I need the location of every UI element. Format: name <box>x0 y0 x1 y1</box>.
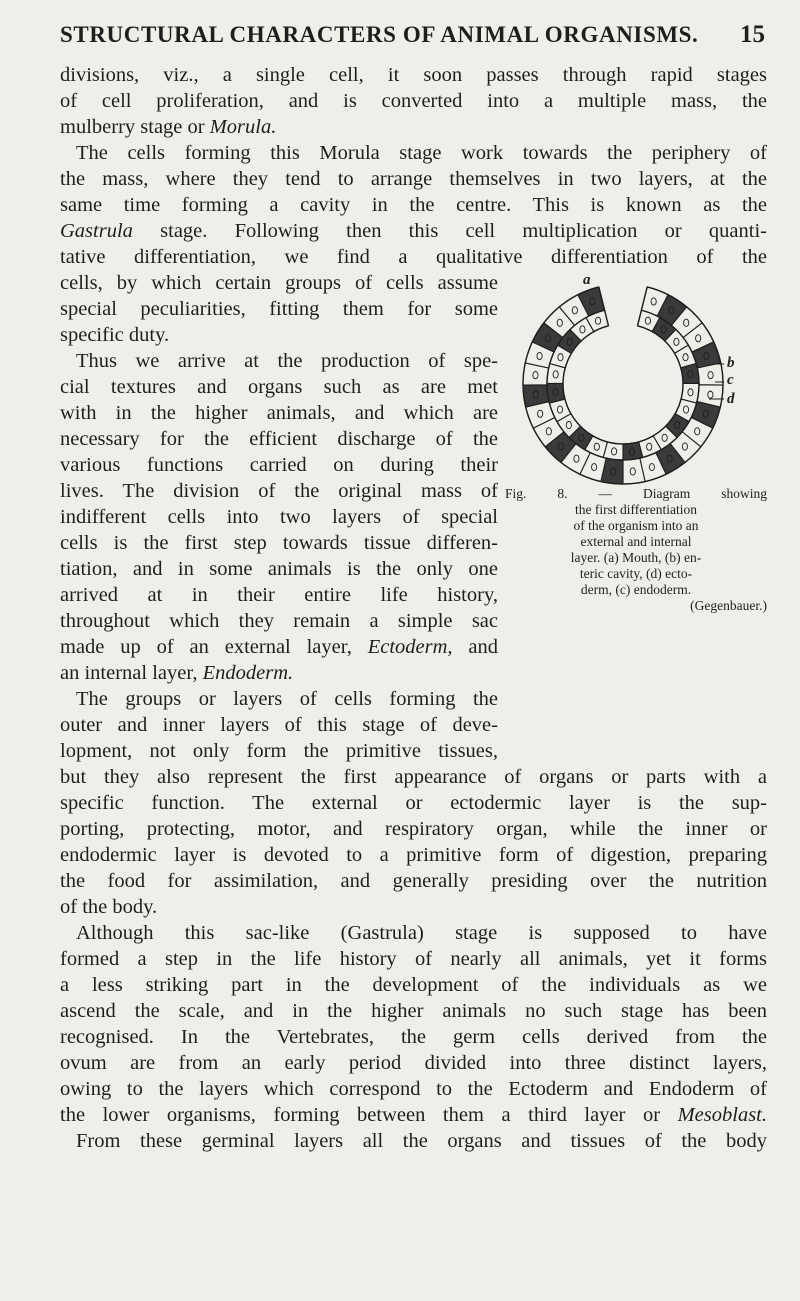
text-run: Mesoblast. <box>677 1104 767 1126</box>
text-run: the mass, where they tend to arrange themselves in two layers, at the <box>60 168 767 190</box>
text-run: Morula. <box>209 116 277 138</box>
text-run: endodermic layer is devoted to a primitive form of digestion, preparing <box>60 844 767 866</box>
text-run: and <box>452 636 498 658</box>
text-line <box>60 166 767 192</box>
caption-line: (Gegenbauer.) <box>690 598 767 613</box>
text-line <box>60 686 498 712</box>
text-run: specific function. The external or ectodermic layer is the sup- <box>60 792 767 814</box>
text-line <box>60 1076 767 1102</box>
running-header <box>60 18 765 52</box>
text-line <box>60 114 767 140</box>
caption-line: external and internal <box>580 534 692 549</box>
text-run: The cells forming this Morula stage work towards the periphery of <box>76 142 767 164</box>
label-d: d <box>727 391 735 407</box>
text-run: special peculiarities, fitting them for some <box>60 298 498 320</box>
text-run: indifferent cells into two layers of special <box>60 506 498 528</box>
text-line <box>60 244 767 270</box>
text-line <box>60 140 767 166</box>
gastrula-diagram <box>505 272 759 486</box>
text-line <box>60 374 498 400</box>
caption-line: the first differentiation <box>575 502 697 517</box>
text-line <box>60 894 767 920</box>
label-c: c <box>727 372 734 388</box>
text-line <box>60 192 767 218</box>
text-line <box>60 712 498 738</box>
caption-line: derm, (c) endoderm. <box>580 582 692 597</box>
text-run: ascend the scale, and in the higher animals no such stage has been <box>60 1000 767 1022</box>
text-line <box>60 530 498 556</box>
text-run: with in the higher animals, and which are <box>60 402 498 424</box>
diagram-figure <box>523 287 724 484</box>
text-run: cells, by which certain groups of cells assume <box>60 272 498 294</box>
text-run: tiation, and in some animals is the only one <box>60 558 498 580</box>
text-line <box>60 608 498 634</box>
text-line <box>60 348 498 374</box>
text-run: of cell proliferation, and is converted into a multiple mass, the <box>60 90 767 112</box>
text-run: Gastrula <box>60 220 133 242</box>
text-line <box>60 660 498 686</box>
text-line <box>60 400 498 426</box>
layer-outline <box>563 326 683 444</box>
text-run: made up of an external layer, <box>60 636 368 658</box>
text-line <box>60 946 767 972</box>
running-title: STRUCTURAL CHARACTERS OF ANIMAL ORGANISMS. <box>60 22 699 47</box>
text-run: the food for assimilation, and generally presiding over the nutrition <box>60 870 767 892</box>
caption-line: Fig. 8. — Diagram showing <box>505 486 767 501</box>
text-line <box>60 634 498 660</box>
text-run: of the body. <box>60 896 158 918</box>
label-a: a <box>583 272 591 288</box>
text-run: Ectoderm, <box>367 636 453 658</box>
text-run: divisions, viz., a single cell, it soon passes through rapid stages <box>60 64 767 86</box>
text-line <box>60 478 498 504</box>
text-run: arrived at in their entire life history, <box>60 584 498 606</box>
text-line <box>60 556 498 582</box>
caption-line: teric cavity, (d) ecto- <box>579 566 693 581</box>
text-run: Endoderm. <box>202 662 294 684</box>
text-line <box>60 1050 767 1076</box>
text-run: formed a step in the life history of nearly all animals, yet it forms <box>60 948 767 970</box>
caption-line: of the organism into an <box>573 518 699 533</box>
text-line <box>60 1102 767 1128</box>
text-run: an internal layer, <box>60 662 203 684</box>
text-line <box>60 998 767 1024</box>
page-number: 15 <box>740 21 765 48</box>
text-run: mulberry stage or <box>60 116 210 138</box>
text-run: necessary for the efficient discharge of the <box>60 428 498 450</box>
text-run: stage. Following then this cell multiplication or quanti- <box>132 220 767 242</box>
text-run: the lower organisms, forming between them a third layer or <box>60 1104 678 1126</box>
text-line <box>60 88 767 114</box>
text-line <box>60 868 767 894</box>
text-line <box>60 452 498 478</box>
text-run: cells is the first step towards tissue differen- <box>60 532 498 554</box>
text-line <box>60 322 498 348</box>
text-run: tative differentiation, we find a qualitative differentiation of the <box>60 246 767 268</box>
text-line <box>60 790 767 816</box>
endoderm-cell <box>547 383 565 403</box>
text-run: Although this sac-like (Gastrula) stage is supposed to have <box>76 922 767 944</box>
text-line <box>60 218 767 244</box>
text-run: same time forming a cavity in the centre. This is known as the <box>60 194 767 216</box>
text-run: but they also represent the first appearance of organs or parts with a <box>60 766 767 788</box>
text-run: porting, protecting, motor, and respiratory organ, while the inner or <box>60 818 767 840</box>
text-run: Thus we arrive at the production of spe- <box>76 350 498 372</box>
text-run: recognised. In the Vertebrates, the germ cells derived from the <box>60 1026 767 1048</box>
label-b: b <box>727 355 735 371</box>
text-line <box>60 62 767 88</box>
text-run: cial textures and organs such as are met <box>60 376 498 398</box>
caption-line: layer. (a) Mouth, (b) en- <box>570 550 702 565</box>
text-run: a less striking part in the development of the individuals as we <box>60 974 767 996</box>
endoderm-cell <box>623 442 643 460</box>
text-run: specific duty. <box>60 324 170 346</box>
text-line <box>60 426 498 452</box>
text-line <box>60 1128 767 1154</box>
text-run: outer and inner layers of this stage of deve- <box>60 714 498 736</box>
text-line <box>60 270 498 296</box>
text-run: From these germinal layers all the organs and tissues of the body <box>76 1130 767 1152</box>
text-run: throughout which they remain a simple sac <box>60 610 498 632</box>
text-run: The groups or layers of cells forming the <box>76 688 498 710</box>
text-line <box>60 582 498 608</box>
text-line <box>60 920 767 946</box>
text-run: ovum are from an early period divided into three distinct layers, <box>60 1052 767 1074</box>
text-line <box>60 296 498 322</box>
text-line <box>60 842 767 868</box>
text-line <box>60 504 498 530</box>
text-line <box>60 972 767 998</box>
text-run: lives. The division of the original mass of <box>60 480 498 502</box>
text-run: owing to the layers which correspond to the Ectoderm and Endoderm of <box>60 1078 767 1100</box>
text-line <box>60 764 767 790</box>
figure-caption <box>505 486 767 614</box>
text-line <box>60 816 767 842</box>
text-run: various functions carried on during their <box>60 454 498 476</box>
text-line <box>60 1024 767 1050</box>
text-run: lopment, not only form the primitive tissues, <box>60 740 498 762</box>
text-line <box>60 738 498 764</box>
